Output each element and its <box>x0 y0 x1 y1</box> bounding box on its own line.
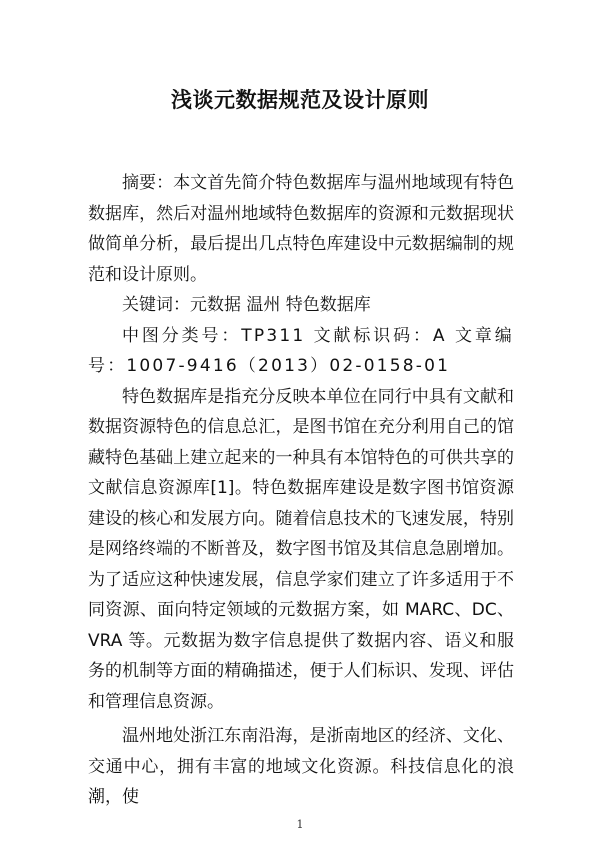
classification-line: 中图分类号：TP311 文献标识码：A 文章编号：1007-9416（2013）02-0158-01 <box>88 325 514 376</box>
keywords-line: 关键词：元数据 温州 特色数据库 <box>122 295 371 315</box>
abstract-paragraph: 摘要：本文首先简介特色数据库与温州地域现有特色数据库，然后对温州地域特色数据库的资源和元数据现状做简单分析，最后提出几点特色库建设中元数据编制的规范和设计原则。 <box>88 173 514 285</box>
body-paragraph-2: 温州地处浙江东南沿海，是浙南地区的经济、文化、交通中心，拥有丰富的地域文化资源。科技信息化的浪潮，使 <box>88 726 514 807</box>
page-number: 1 <box>296 818 304 831</box>
body-paragraph-1: 特色数据库是指充分反映本单位在同行中具有文献和数据资源特色的信息总汇，是图书馆在充分利用自己的馆藏特色基础上建立起来的一种具有本馆特色的可供共享的文献信息资源库[1]。特色数据库建设是数字图书馆资源建设的核心和发展方向。随着信息技术的飞速发展，特别是网络终端的不断普及，数字图书馆及其信息急剧增加。为了适应这种快速发展，信息学家们建立了许多适用于不同资源、面向特定领域的元数据方案，如 MARC、DC、VRA 等。元数据为数字信息提供了数据内容、语义和服务的机制等方面的精确描述，便于人们标识、发现、评估和管理信息资源。 <box>88 386 514 712</box>
document-body <box>88 168 514 813</box>
document-title: 浅谈元数据规范及设计原则 <box>171 88 429 112</box>
